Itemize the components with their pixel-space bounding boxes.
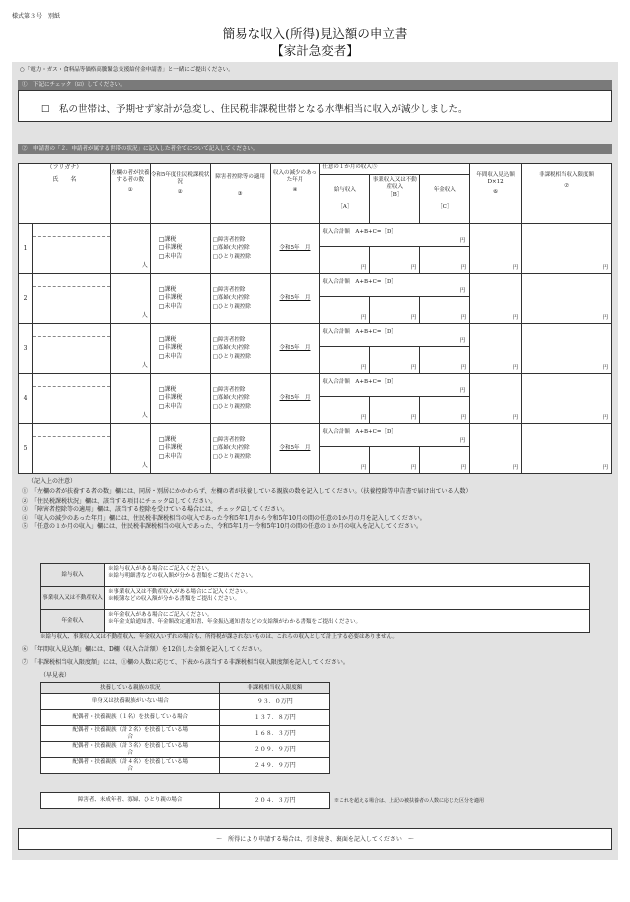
tax-option-taxed[interactable]: □課税 [158,285,177,293]
name-cell[interactable] [32,274,110,324]
header-name-label: 氏 名 [52,175,77,183]
salary-field[interactable] [320,297,370,323]
yen-unit: 円 [512,415,519,422]
yen-unit: 円 [360,365,367,372]
month-text: 令和5年 月 [279,395,311,402]
yen-unit: 円 [512,265,519,272]
note-5: ⑤ 「任意の１か月の収入」欄には、住民税非課税相当の収入であった、令和5年1月～令和5年10月の間の任意の１か月の収入を記入してください。 [22,523,423,530]
annual-cell[interactable] [470,324,522,374]
deduction-option-disability[interactable]: □障害者控除 [212,286,246,293]
quick-status: 配偶者・扶養親族（計４名）を扶養している場合 [41,758,220,774]
deduction-option-single-parent[interactable]: □ひとり親控除 [212,453,251,460]
deduction-cell [210,374,270,424]
header-dependents-label: 左欄の者が扶養する者の数 [111,170,150,183]
deduction-option-widow[interactable]: □寡婦(夫)控除 [212,345,250,352]
tax-option-undeclared[interactable]: □未申告 [158,252,183,260]
income-type-salary-desc [105,564,590,587]
yen-unit: 円 [512,465,519,472]
header-month [270,164,320,224]
salary-field[interactable] [320,347,370,373]
deduction-option-widow[interactable]: □寡婦(夫)控除 [212,295,250,302]
header-dependents [110,164,150,224]
header-income-group-label: 任意の１か月の収入⑤ [320,164,469,175]
income-total-label: 収入合計額 A+B+C=［D］ [322,229,397,235]
header-pension [420,175,469,223]
header-numB: ［B］ [387,192,403,199]
month-text: 令和5年 月 [279,295,311,302]
deduction-cell [210,224,270,274]
dependents-cell[interactable] [110,224,150,274]
page-title: 簡易な収入(所得)見込額の申立書 [222,26,408,41]
header-month-label: 収入の減少のあった年月 [272,170,317,183]
yen-unit: 円 [512,365,519,372]
header-num1: ① [127,187,133,194]
quick-amount: １６８．３万円 [220,726,330,742]
income-type-pension-desc [105,610,590,633]
dependents-cell[interactable] [110,424,150,474]
annual-cell[interactable] [470,374,522,424]
name-cell[interactable] [32,224,110,274]
header-num2: ② [177,189,183,196]
month-text: 令和5年 月 [279,345,311,352]
tax-option-taxed[interactable]: □課税 [158,435,177,443]
month-text: 令和5年 月 [279,445,311,452]
yen-unit: 円 [360,415,367,422]
deduction-option-disability[interactable]: □障害者控除 [212,436,246,443]
income-total-label: 収入合計額 A+B+C=［D］ [322,429,397,435]
notes-list [22,488,607,531]
header-deduction-label: 障害者控除等の適用 [215,174,265,180]
limit-cell[interactable] [522,274,612,324]
pension-field[interactable] [420,247,469,273]
header-num3: ③ [237,190,243,197]
row-number: 5 [19,424,33,474]
name-cell[interactable] [32,374,110,424]
form-number: 様式第３号 別紙 [12,13,61,20]
header-salary [320,175,370,223]
header-numC: ［C］ [437,203,453,210]
income-type-business: 事業収入又は不動産収入 [41,587,105,610]
section1-box [18,90,612,122]
limit-cell[interactable] [522,374,612,424]
header-num6: ⑥ [493,189,499,196]
person-unit: 人 [141,461,148,469]
header-limit [522,164,612,224]
deduction-cell [210,424,270,474]
note-7: ⑦ 「非課税相当収入限度額」には、①欄の人数に応じて、下表から該当する非課税相当収入限度額を記入してください。 [22,659,349,666]
section1-bar: ① 下記にチェック（☑）してください。 [18,80,612,90]
yen-unit: 円 [460,365,467,372]
name-cell[interactable] [32,424,110,474]
quick-table-label: （早見表） [40,672,71,679]
tax-status-cell [150,424,210,474]
income-cell [320,374,470,424]
notes-heading: （記入上の注意） [28,478,77,485]
yen-unit: 円 [410,365,417,372]
month-cell[interactable] [270,374,320,424]
tax-option-nontaxed[interactable]: □非課税 [158,444,183,452]
income-type-salary-desc1: ※給与収入がある場合にご記入ください。 [108,566,213,572]
header-business-label: 事業収入又は不動産収入 [372,177,417,190]
row-number: 4 [19,374,33,424]
income-cell [320,324,470,374]
header-annual-label: 年間収入見込額 [476,172,515,178]
tax-status-cell [150,274,210,324]
salary-field[interactable] [320,397,370,423]
quick-row [41,694,330,710]
header-num7: ⑦ [564,182,570,189]
deduction-option-single-parent[interactable]: □ひとり親控除 [212,253,251,260]
quick-table [40,682,330,774]
income-type-salary: 給与収入 [41,564,105,587]
table-row [19,224,612,274]
income-type-business-desc [105,587,590,610]
month-cell[interactable] [270,274,320,324]
yen-unit: 円 [360,265,367,272]
deduction-option-widow[interactable]: □寡婦(夫)控除 [212,445,250,452]
table-row [19,424,612,474]
table-row [19,274,612,324]
income-total-label: 収入合計額 A+B+C=［D］ [322,279,397,285]
deduction-option-disability[interactable]: □障害者控除 [212,336,246,343]
header-annual-formula: D×12 [487,178,504,185]
business-field[interactable] [370,297,420,323]
quick-amount: ２４９．９万円 [220,758,330,774]
tax-option-nontaxed[interactable]: □非課税 [158,244,183,252]
header-annual [470,164,522,224]
salary-field[interactable] [320,247,370,273]
limit-cell[interactable] [522,424,612,474]
yen-unit: 円 [459,438,466,444]
yen-unit: 円 [460,415,467,422]
annual-cell[interactable] [470,424,522,474]
tax-status-cell [150,324,210,374]
tax-option-undeclared[interactable]: □未申告 [158,302,183,310]
yen-unit: 円 [459,238,466,244]
household-rows [19,224,612,474]
note-4: ④ 「収入の減少のあった年月」欄には、住民税非課税相当の収入であった令和5年1月から令和5年10月の間の任意の1か月の月を記入してください。 [22,514,426,522]
table-row [19,374,612,424]
income-total-field[interactable] [320,374,469,397]
yen-unit: 円 [360,315,367,322]
month-cell[interactable] [270,324,320,374]
person-unit: 人 [141,411,148,419]
yen-unit: 円 [602,465,608,472]
special-table [40,792,330,809]
household-table-wrap [18,163,612,474]
quick-rows [41,694,330,774]
page-subtitle: 【家計急変者】 [271,43,359,58]
tax-option-nontaxed[interactable]: □非課税 [158,394,183,402]
yen-unit: 円 [410,315,417,322]
income-type-salary-desc2: ※給与明細書などの収入額が分かる書類をご提出ください。 [108,572,257,579]
yen-unit: 円 [410,465,417,472]
header-furigana: （フリガナ） [46,164,83,171]
yen-unit: 円 [459,338,466,344]
deduction-option-single-parent[interactable]: □ひとり親控除 [212,303,251,310]
yen-unit: 円 [512,315,519,322]
income-total-field[interactable] [320,274,469,297]
yen-unit: 円 [602,365,608,372]
row-number: 2 [19,274,33,324]
income-type-pension-desc2: ※年金支給通知書、年金額改定通知書、年金振込通知書などの支給額がわかる書類をご提出ください。 [108,618,362,625]
limit-cell[interactable] [522,324,612,374]
yen-unit: 円 [360,465,367,472]
pension-field[interactable] [420,447,469,473]
income-total-label: 収入合計額 A+B+C=［D］ [322,379,397,385]
note-all-income: ※給与収入、事業収入又は不動産収入、年金収入いずれの場合も、所得税が課されないものは、これらの収入として計上する必要はありません。 [40,634,398,640]
yen-unit: 円 [459,288,466,294]
month-text: 令和5年 月 [279,245,311,252]
income-type-pension: 年金収入 [41,610,105,633]
income-type-business-desc2: ※帳簿などの収入額が分かる書類をご提出ください。 [108,595,241,602]
note-6: ⑥ 「年間収入見込額」欄には、D欄（収入合計額）を12倍した金額を記入してください。 [22,646,266,653]
yen-unit: 円 [460,265,467,272]
tax-option-undeclared[interactable]: □未申告 [158,452,183,460]
yen-unit: 円 [602,315,608,322]
salary-field[interactable] [320,447,370,473]
income-cell [320,274,470,324]
header-tax-status-label: 令和5年度住民税課税状況 [150,172,210,185]
tax-option-nontaxed[interactable]: □非課税 [158,294,183,302]
dependents-cell[interactable] [110,374,150,424]
quick-status: 配偶者・扶養親族（計２名）を扶養している場合 [41,726,220,742]
yen-unit: 円 [602,415,608,422]
tax-status-cell [150,374,210,424]
header-income-group [320,164,470,224]
business-field[interactable] [370,247,420,273]
row-number: 1 [19,224,33,274]
dependents-cell[interactable] [110,274,150,324]
yen-unit: 円 [460,315,467,322]
header-salary-label: 給与収入 [333,187,356,193]
income-type-business-desc1: ※事業収入又は不動産収入がある場合にご記入ください。 [108,589,252,595]
income-total-field[interactable] [320,224,469,247]
month-cell[interactable] [270,424,320,474]
quick-row [41,710,330,726]
special-status: 障害者、未成年者、寡婦、ひとり親の場合 [41,793,220,809]
business-field[interactable] [370,347,420,373]
yen-unit: 円 [460,465,467,472]
yen-unit: 円 [459,388,466,394]
top-notice: ○「電力・ガス・食料品等価格高騰緊急支援給付金申請書」と一緒にご提出ください。 [20,67,234,73]
deduction-option-single-parent[interactable]: □ひとり親控除 [212,403,251,410]
yen-unit: 円 [410,415,417,422]
note-1: ① 「左欄の者が扶養する者の数」欄には、同居・別居にかかわらず、左欄の者が扶養している親族の数を記入してください。（扶養控除等申告書で届け出ている人数） [22,488,472,495]
deduction-option-disability[interactable]: □障害者控除 [212,386,246,393]
quick-row [41,742,330,758]
deduction-cell [210,274,270,324]
quick-header-amount: 非課税相当収入限度額 [220,683,330,694]
income-type-pension-desc1: ※年金収入がある場合にご記入ください。 [108,612,213,618]
deduction-option-widow[interactable]: □寡婦(夫)控除 [212,245,250,252]
tax-option-taxed[interactable]: □課税 [158,235,177,243]
person-unit: 人 [141,311,148,319]
note-3: ③ 「障害者控除等の適用」欄は、該当する控除を受けている場合には、チェック☑してください。 [22,506,289,513]
tax-option-taxed[interactable]: □課税 [158,335,177,343]
quick-status: 配偶者・扶養親族（計３名）を扶養している場合 [41,742,220,758]
pension-field[interactable] [420,297,469,323]
header-numA: ［A］ [337,203,353,210]
header-num4: ④ [292,187,298,194]
yen-unit: 円 [410,265,417,272]
header-name [19,164,111,224]
income-total-field[interactable] [320,324,469,347]
header-business [370,175,420,223]
annual-cell[interactable] [470,224,522,274]
footer-banner: ～ 所得により申請する場合は、引き続き、裏面を記入してください ～ [18,828,612,850]
tax-option-undeclared[interactable]: □未申告 [158,402,183,410]
header-limit-label: 非課税相当収入限度額 [539,172,595,178]
table-row [19,324,612,374]
deduction-option-disability[interactable]: □障害者控除 [212,236,246,243]
income-total-label: 収入合計額 A+B+C=［D］ [322,329,397,335]
pension-field[interactable] [420,397,469,423]
income-cell [320,424,470,474]
quick-status: 配偶者・扶養親族（１名）を扶養している場合 [41,710,220,726]
section2-bar: ② 申請書の「２．申請者が属する世帯の状況」に記入した者全てについて記入してください。 [18,144,612,154]
quick-row [41,726,330,742]
tax-status-cell [150,224,210,274]
household-checkbox[interactable]: ☐ 私の世帯は、予期せず家計が急変し、住民税非課税世帯となる水準相当に収入が減少しました。 [41,104,468,115]
annual-cell[interactable] [470,274,522,324]
month-cell[interactable] [270,224,320,274]
header-deduction [210,164,270,224]
name-cell[interactable] [32,324,110,374]
row-number: 3 [19,324,33,374]
limit-cell[interactable] [522,224,612,274]
deduction-option-single-parent[interactable]: □ひとり親控除 [212,353,251,360]
quick-amount: ９３．０万円 [220,694,330,710]
special-note: ※これを超える場合は、上記の被扶養者の人数に応じた区分を適用 [334,798,485,804]
header-pension-label: 年金収入 [433,187,456,193]
special-amount: ２０４．３万円 [220,793,330,809]
note-2: ② 「住民税課税状況」欄は、該当する項目にチェック☑してください。 [22,497,217,505]
header-tax-status [150,164,210,224]
deduction-cell [210,324,270,374]
household-table [18,163,612,474]
person-unit: 人 [141,261,148,269]
yen-unit: 円 [602,265,608,272]
business-field[interactable] [370,447,420,473]
quick-row [41,758,330,774]
tax-option-undeclared[interactable]: □未申告 [158,352,183,360]
person-unit: 人 [141,361,148,369]
tax-option-nontaxed[interactable]: □非課税 [158,344,183,352]
income-type-table [40,563,590,633]
tax-option-taxed[interactable]: □課税 [158,385,177,393]
quick-amount: １３７．８万円 [220,710,330,726]
quick-amount: ２０９．９万円 [220,742,330,758]
quick-status: 単身又は扶養親族がいない場合 [41,694,220,710]
business-field[interactable] [370,397,420,423]
income-cell [320,224,470,274]
dependents-cell[interactable] [110,324,150,374]
deduction-option-widow[interactable]: □寡婦(夫)控除 [212,395,250,402]
quick-header-status: 扶養している親族の状況 [41,683,220,694]
pension-field[interactable] [420,347,469,373]
income-total-field[interactable] [320,424,469,447]
